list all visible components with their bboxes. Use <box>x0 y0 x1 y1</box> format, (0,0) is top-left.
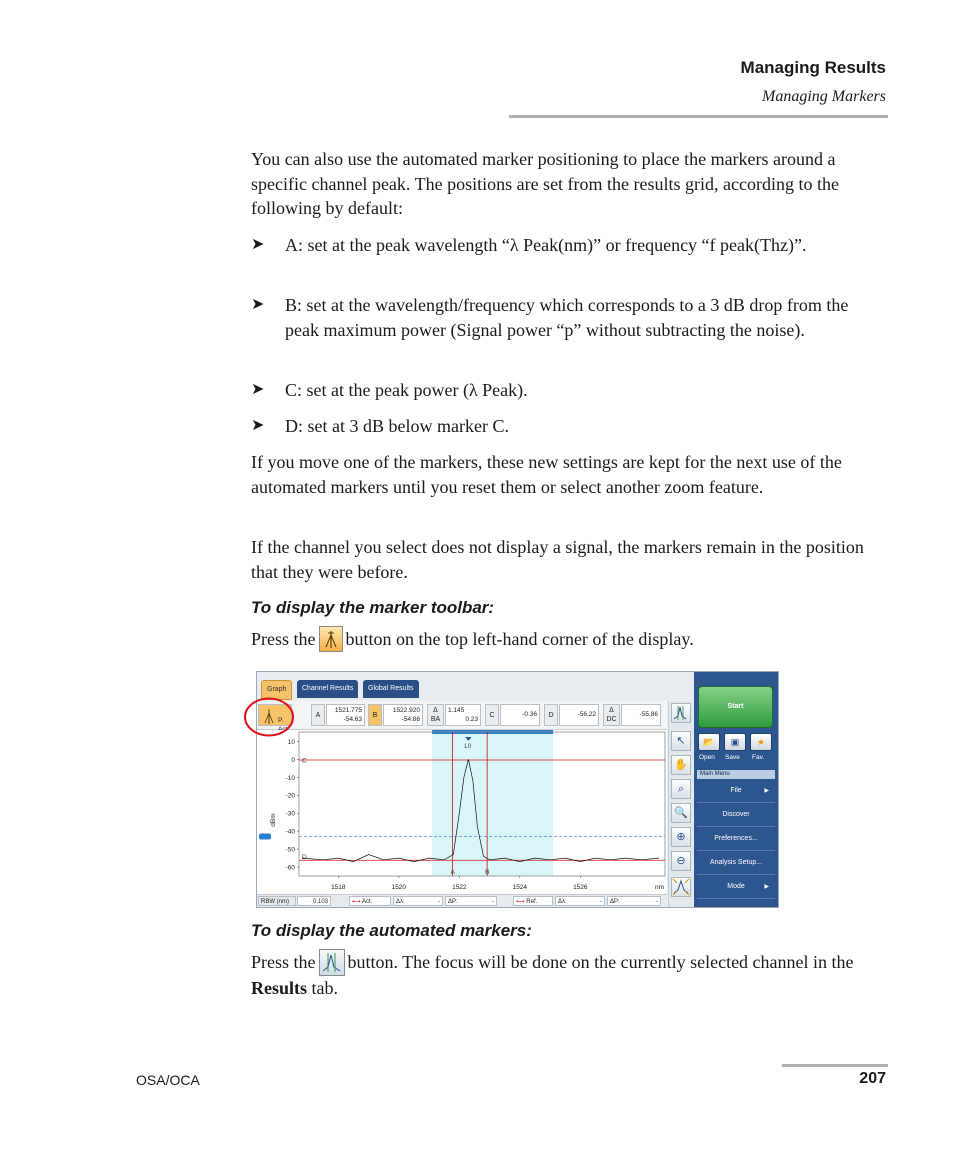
magnifier-icon: 🔍 <box>674 807 688 819</box>
osa-screenshot <box>256 671 779 908</box>
y-tick-label: -50 <box>285 846 295 854</box>
step-text: button on the top left-hand corner of the display. <box>345 629 694 649</box>
open-label: Open <box>699 754 715 761</box>
peak-label: L0 <box>464 744 472 750</box>
auto-markers-button-icon <box>319 949 345 976</box>
active-toggle[interactable]: ⟷ Act. <box>349 896 391 906</box>
y-tick-label: -20 <box>285 792 295 800</box>
zoom-in-button[interactable] <box>671 827 691 847</box>
zoom-in-icon: ⊕ <box>676 831 686 843</box>
menu-item-discover[interactable]: Discover <box>697 803 775 827</box>
rbw-value: 0.103 <box>297 896 331 906</box>
start-button[interactable]: Start <box>698 686 773 728</box>
bullet-arrow-icon: ➤ <box>251 296 265 313</box>
step-text: tab. <box>311 978 339 998</box>
intro-paragraph: You can also use the automated marker positioning to place the markers around a specific channel peak. The positions are set from the results grid, according to the following by default: <box>251 149 839 218</box>
header-subtitle: Managing Markers <box>762 88 886 105</box>
reference-handle <box>259 834 271 840</box>
y-tick-label: 0 <box>291 756 295 764</box>
save-button[interactable] <box>724 733 746 751</box>
pan-tool-button[interactable] <box>671 755 691 775</box>
fit-view-icon <box>672 878 690 896</box>
zoom-area-button[interactable] <box>671 779 691 799</box>
footer-product: OSA/OCA <box>136 1072 200 1088</box>
marker-c-label[interactable]: C <box>485 704 499 726</box>
swap-arrows-icon: ⟷ <box>352 899 361 905</box>
header-rule <box>509 115 888 118</box>
y-tick-label: -40 <box>285 828 295 836</box>
hand-icon: ✋ <box>674 759 688 771</box>
reference-toggle[interactable]: ⟷ Ref. <box>513 896 553 906</box>
auto-markers-button[interactable] <box>671 703 691 723</box>
zoom-button[interactable] <box>671 803 691 823</box>
cursor-arrow-icon: ↖ <box>676 735 686 747</box>
spectrum-chart <box>257 730 667 894</box>
marker-delta-ba-label[interactable]: Δ BA <box>427 704 444 726</box>
bullet-text: B: set at the wavelength/frequency which corresponds to a 3 dB drop from the peak maximum power (Signal power “p” without subtracting the noise). <box>285 295 849 340</box>
right-panel <box>694 672 778 907</box>
favorites-button[interactable] <box>750 733 772 751</box>
main-menu-header: Main Menu <box>697 770 775 779</box>
fit-view-button[interactable] <box>671 877 691 897</box>
bullet-text: C: set at the peak power (λ Peak). <box>285 380 528 400</box>
reference-delta-power: ΔP: - <box>607 896 661 906</box>
x-unit-label: nm <box>655 884 665 891</box>
marker-a-letter: A <box>450 869 455 876</box>
marker-b-label[interactable]: B <box>368 704 382 726</box>
menu-item-file[interactable]: File ▶ <box>697 779 775 803</box>
marker-d-letter: D <box>302 854 307 862</box>
favorites-label: Fav. <box>752 754 765 761</box>
y-tick-label: -30 <box>285 810 295 818</box>
marker-c-letter: C <box>302 757 307 765</box>
active-delta-lambda: Δλ: - <box>393 896 443 906</box>
x-tick-label: 1520 <box>391 884 407 891</box>
x-tick-label: 1518 <box>331 884 346 891</box>
submenu-arrow-icon: ▶ <box>764 788 769 794</box>
swap-arrows-icon: ⟷ <box>516 899 525 905</box>
active-delta-power: ΔP: - <box>445 896 497 906</box>
status-bar <box>257 894 667 908</box>
bullet-arrow-icon: ➤ <box>251 381 265 398</box>
marker-d-value: -56.22 <box>559 704 599 726</box>
marker-delta-dc-value: -55.86 <box>621 704 661 726</box>
footer-rule <box>782 1064 888 1067</box>
tab-channel-results[interactable]: Channel Results <box>297 680 358 698</box>
tab-bar <box>257 672 697 700</box>
x-tick-label: 1526 <box>573 884 588 891</box>
marker-delta-dc-label[interactable]: Δ DC <box>603 704 620 726</box>
power-active-label: P. <box>278 717 284 724</box>
menu-item-preferences[interactable]: Preferences... <box>697 827 775 851</box>
star-icon: ★ <box>756 737 766 747</box>
marker-d-label[interactable]: D <box>544 704 558 726</box>
save-label: Save <box>725 754 740 761</box>
y-tick-label: 10 <box>287 738 295 746</box>
reference-delta-lambda: Δλ: - <box>555 896 605 906</box>
graph-tools <box>668 701 694 907</box>
zoom-band <box>432 732 553 876</box>
submenu-arrow-icon: ▶ <box>764 884 769 890</box>
procedure-step-automated <box>251 949 891 1001</box>
step-text: button. The focus will be done on the currently selected channel in the <box>347 952 854 972</box>
bullet-arrow-icon: ➤ <box>251 236 265 253</box>
marker-b-values: 1522.920 -54.86 <box>383 704 423 726</box>
folder-icon: 📂 <box>703 737 715 747</box>
zoom-out-icon: ⊖ <box>676 855 686 867</box>
tab-global-results[interactable]: Global Results <box>363 680 419 698</box>
highlight-circle <box>243 696 295 738</box>
results-tab-name: Results <box>251 978 308 998</box>
marker-b-letter: B <box>485 869 490 876</box>
spectrum-plot[interactable] <box>257 730 667 894</box>
header-title: Managing Results <box>740 58 886 77</box>
pointer-tool-button[interactable] <box>671 731 691 751</box>
channel-paragraph: If the channel you select does not display a signal, the markers remain in the position that they were before. <box>251 537 864 582</box>
y-tick-label: -60 <box>285 864 295 872</box>
zoom-out-button[interactable] <box>671 851 691 871</box>
menu-item-analysis-setup[interactable]: Analysis Setup... <box>697 851 775 875</box>
procedure-step-toolbar <box>251 626 891 652</box>
move-paragraph: If you move one of the markers, these new settings are kept for the next use of the automated markers until you reset them or select another zoom feature. <box>251 452 842 497</box>
open-button[interactable] <box>698 733 720 751</box>
marker-c-value: -0.36 <box>500 704 540 726</box>
marker-toolbar-button-icon <box>319 626 343 652</box>
marker-a-values: 1521.775 -54.63 <box>326 704 365 726</box>
y-axis-label: dBm <box>270 813 277 827</box>
menu-item-mode[interactable]: Mode ▶ <box>697 875 775 899</box>
marker-delta-ba-values: 1.145 0.23 <box>445 704 481 726</box>
procedure-heading-automated: To display the automated markers: <box>251 921 532 940</box>
rbw-label: RBW (nm) <box>258 896 296 906</box>
x-tick-label: 1522 <box>452 884 467 891</box>
marker-bar <box>257 701 667 730</box>
bullet-text: D: set at 3 dB below marker C. <box>285 416 509 436</box>
floppy-icon: ▣ <box>730 737 740 747</box>
marker-a-label[interactable]: A <box>311 704 325 726</box>
zoom-area-icon: ⌕ <box>677 783 685 795</box>
bullet-arrow-icon: ➤ <box>251 417 265 434</box>
procedure-heading-toolbar: To display the marker toolbar: <box>251 598 495 617</box>
bullet-text: A: set at the peak wavelength “λ Peak(nm)” or frequency “f peak(Thz)”. <box>285 235 807 255</box>
step-text: Press the <box>251 629 316 649</box>
step-text: Press the <box>251 952 316 972</box>
page-number: 207 <box>859 1070 886 1087</box>
tab-graph[interactable]: Graph <box>261 680 292 700</box>
x-tick-label: 1524 <box>512 884 528 891</box>
y-tick-label: -10 <box>285 774 295 782</box>
auto-markers-icon <box>672 704 690 722</box>
